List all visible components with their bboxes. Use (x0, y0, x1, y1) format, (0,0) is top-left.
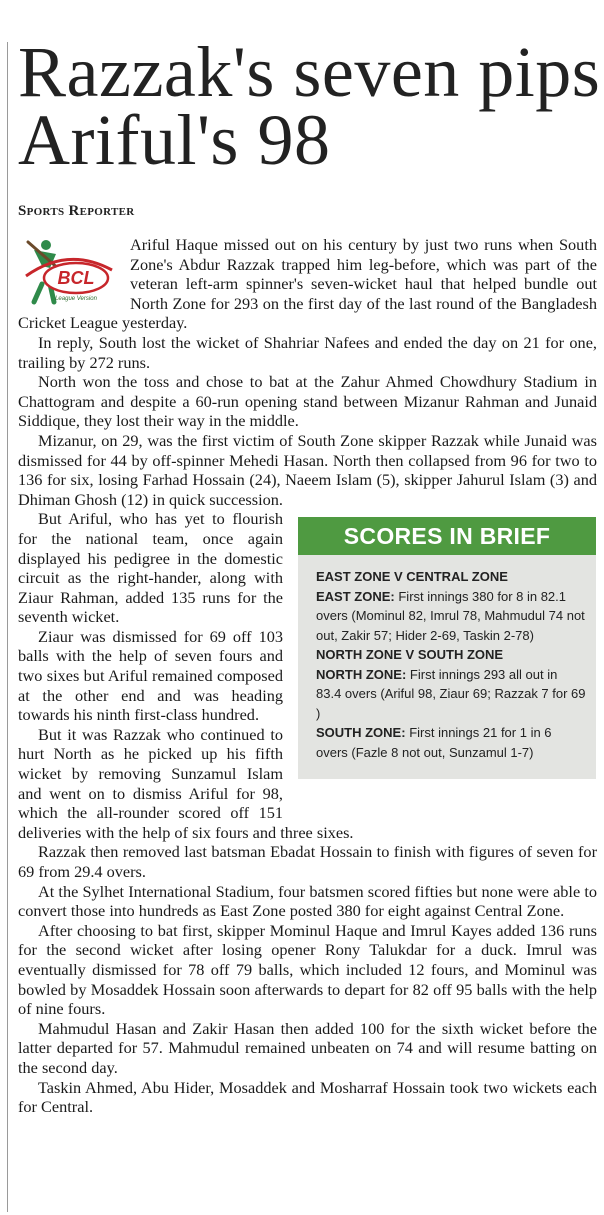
innings-detail: First innings 21 for 1 in 6 overs (Fazle 8 not out, Sunzamul 1-7) (316, 725, 552, 760)
innings-line (316, 587, 586, 646)
paragraph: In reply, South lost the wicket of Shahriar Nafees and ended the day on 21 for one, trailing by 272 runs. (18, 332, 597, 372)
scores-box-body (298, 555, 596, 762)
article-byline (18, 203, 135, 220)
paragraph: Ariful Haque missed out on his century by just two runs when South Zone's Abdur Razzak trapped him leg-before, which was part of the veteran left-arm spinner's seven-wicket haul that helped bundle out North Zone for 293 on the first day of the last round of the Bangladesh Cricket League yesterday. (18, 235, 597, 333)
match-title: NORTH ZONE V SOUTH ZONE (316, 647, 504, 662)
paragraph: But Ariful, who has yet to flourish for the national team, once again displayed his pedigree in the domestic circuit as the right-hander, along with Ziaur Rahman, added 135 runs for the seventh wicket. (18, 509, 283, 627)
paragraph: Razzak then removed last batsman Ebadat Hossain to finish with figures of seven for 69 from 29.4 overs. (18, 842, 597, 881)
paragraph: Taskin Ahmed, Abu Hider, Mosaddek and Mosharraf Hossain took two wickets each for Central. (18, 1077, 597, 1117)
paragraph: After choosing to bat first, skipper Mominul Haque and Imrul Kayes added 136 runs for the second wicket after losing opener Rony Talukdar for a duck. Imrul was eventually dismissed for 78 off 79 balls, which included 12 fours, and Mominul was bowled by Mosaddek Hossain soon afterwards to depart for 82 off 95 balls with the help of nine fours. (18, 920, 597, 1019)
column-rule (7, 42, 8, 1212)
innings-line (316, 723, 586, 762)
paragraph: But it was Razzak who continued to hurt North as he picked up his fifth wicket by removing Sunzamul Islam and went on to dismiss Ariful for 98, which the all-rounder scored off 151 deliveries with the help of six fours and three sixes. (18, 724, 354, 842)
innings-detail: First innings 380 for 8 in 82.1 overs (Mominul 82, Imrul 78, Mahmudul 74 not out, Zakir 57; Hider 2-69, Taskin 2-78) (316, 588, 585, 643)
article-headline: Razzak's seven pips Ariful's 98 (18, 32, 601, 180)
scores-in-brief-box (298, 517, 596, 779)
paragraph-part: Mizanur, on 29, was the first victim of South Zone skipper Razzak while Junaid was dismissed for 44 by off-spinner Mehedi Hasan. North then collapsed from 96 for two to 136 for six, losing Farhad Hossain (24), Naeem Islam (5), skipper Jahurul Islam (3) and Dhiman Ghosh (12) in quick succession. (18, 430, 597, 509)
logo-subtext: League Version (55, 296, 97, 302)
innings-line (316, 665, 586, 724)
paragraph: North won the toss and chose to bat at the Zahur Ahmed Chowdhury Stadium in Chattogram and despite a 60-run opening stand between Mizanur Rahman and Junaid Siddique, they lost their way in the middle. (18, 372, 597, 431)
paragraph: At the Sylhet International Stadium, four batsmen scored fifties but none were able to convert those into hundreds as East Zone posted 380 for eight against Central Zone. (18, 881, 597, 921)
innings-detail: First innings 293 all out in 83.4 overs (Ariful 98, Ziaur 69; Razzak 7 for 69 ) (316, 666, 586, 721)
paragraph: Mahmudul Hasan and Zakir Hasan then added 100 for the sixth wicket before the latter departed for 57. Mahmudul remained unbeaten on 74 and will resume batting on the second day. (18, 1018, 597, 1077)
match-title: EAST ZONE V CENTRAL ZONE (316, 569, 508, 584)
logo-text: BCL (57, 268, 95, 288)
innings-team: EAST ZONE: (316, 588, 395, 604)
paragraph (18, 431, 597, 509)
innings-team: SOUTH ZONE: (316, 725, 406, 740)
paragraph: Ziaur was dismissed for 69 off 103 balls with the help of seven fours and two sixes but Ariful remained composed at the other end and was heading towards his ninth first-class hundred. (18, 626, 283, 725)
innings-team: NORTH ZONE: (316, 666, 407, 682)
scores-box-title: SCORES IN BRIEF (298, 517, 596, 555)
logo-spacer (18, 235, 130, 313)
byline-text: Sports Reporter (18, 203, 135, 219)
